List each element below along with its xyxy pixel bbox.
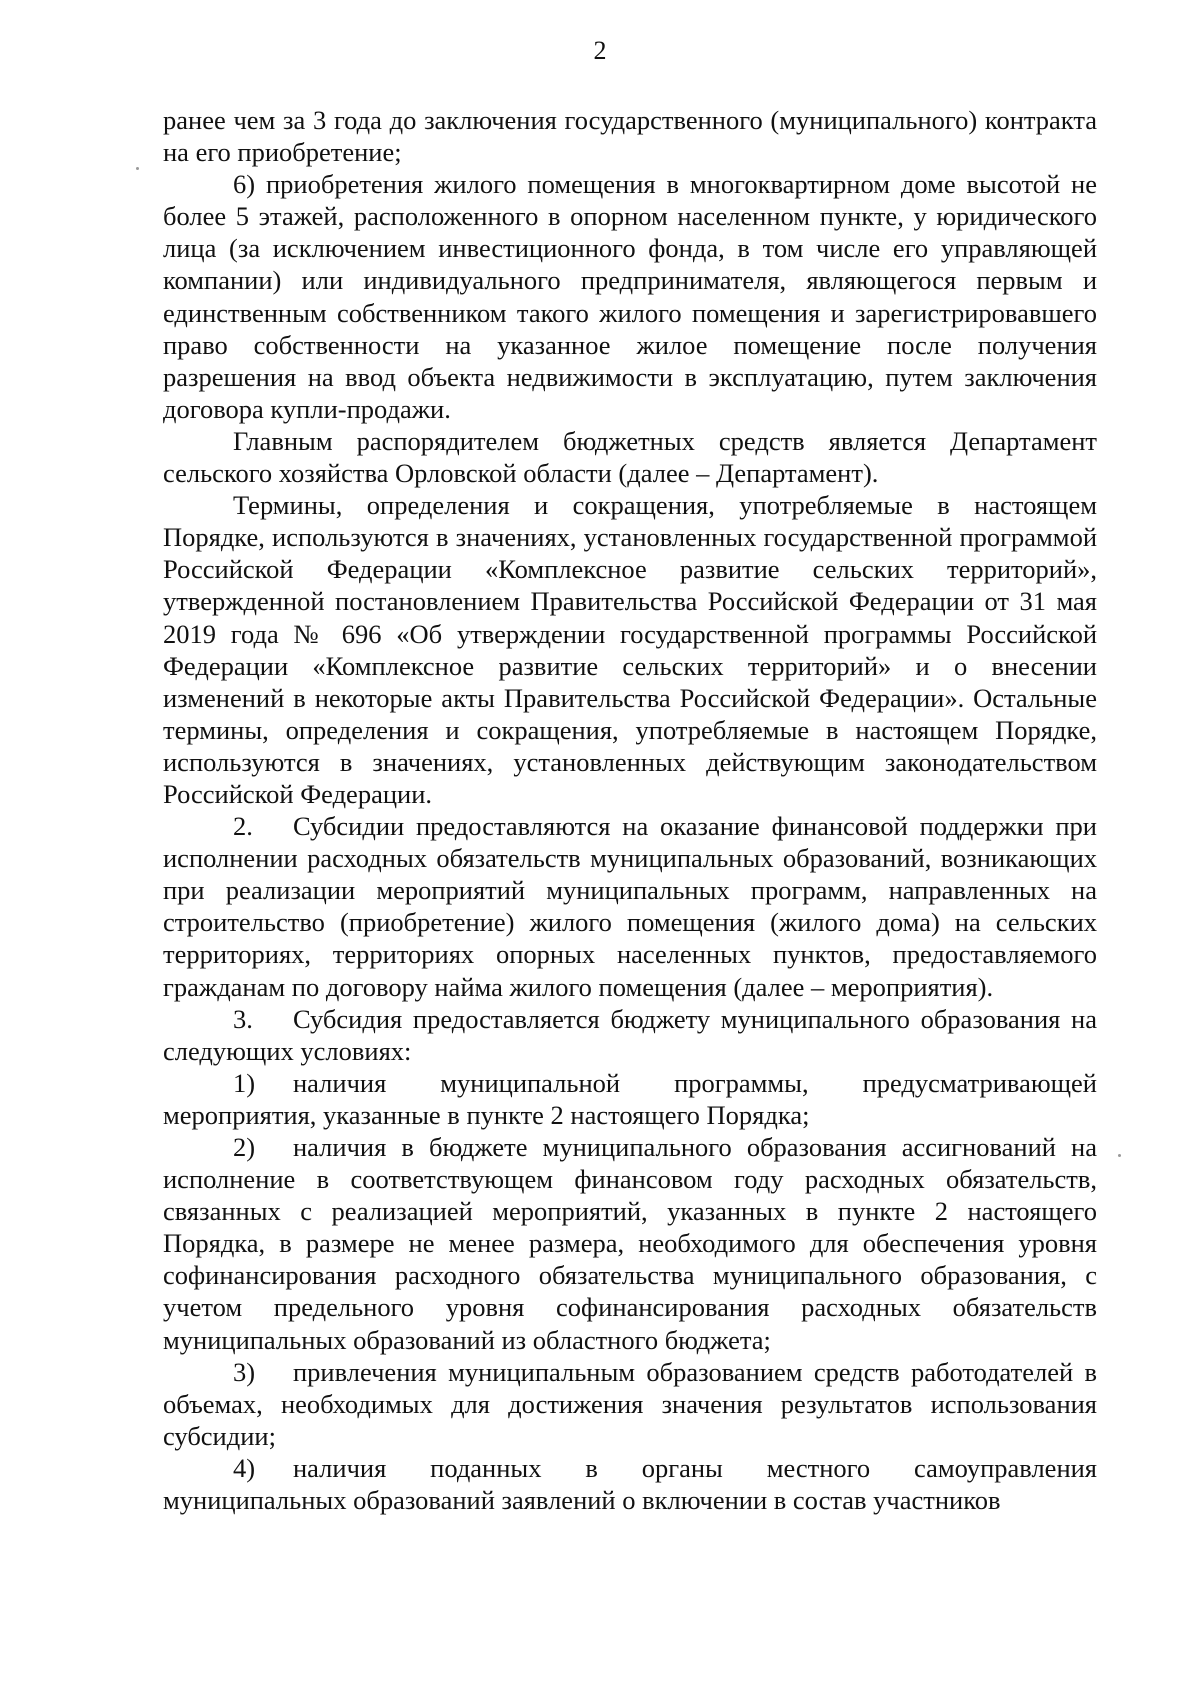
paragraph-text: наличия муниципальной программы, предусматривающей мероприятия, указанные в пункте 2 настоящего Порядка; xyxy=(163,1067,1097,1130)
paragraph-terms xyxy=(163,489,1097,810)
list-number: 3. xyxy=(233,1003,253,1034)
paragraph-item-2 xyxy=(163,810,1097,1003)
paragraph-condition-3 xyxy=(163,1356,1097,1452)
paragraph-continuation xyxy=(163,104,1097,168)
paragraph-text: привлечения муниципальным образованием средств работодателей в объемах, необходимых для достижения значения результатов использования субсидии; xyxy=(163,1356,1097,1451)
list-number: 1) xyxy=(233,1067,256,1098)
paragraph-item-3 xyxy=(163,1003,1097,1067)
scan-speck xyxy=(136,167,139,170)
paragraph-text: Термины, определения и сокращения, употребляемые в настоящем Порядке, используются в значениях, установленных государственной программой Российской Федерации «Комплексное развитие сельских территорий», утвержденной постановлением Правительства Российской Федерации от 31 мая 2019 года № 696 «Об утверждении государственной программы Российской Федерации «Комплексное развитие сельских территорий» и о внесении изменений в некоторые акты Правительства Российской Федерации». Остальные термины, определения и сокращения, употребляемые в настоящем Порядке, используются в значениях, установленных действующим законодательством Российской Федерации. xyxy=(163,490,1097,809)
paragraph-main-distributor xyxy=(163,425,1097,489)
list-number: 2. xyxy=(233,811,253,842)
page-number: 2 xyxy=(593,36,607,65)
paragraph-text: 6) приобретения жилого помещения в многоквартирном доме высотой не более 5 этажей, расположенного в опорном населенном пункте, у юридического лица (за исключением инвестиционного фонда, в том числе его управляющей компании) или индивидуального предпринимателя, являющегося первым и единственным собственником такого жилого помещения и зарегистрировавшего право собственности на указанное жилое помещение после получения разрешения на ввод объекта недвижимости в эксплуатацию, путем заключения договора купли-продажи. xyxy=(163,169,1097,424)
list-number: 4) xyxy=(233,1452,256,1483)
document-body xyxy=(163,104,1097,1516)
paragraph-text: Субсидия предоставляется бюджету муниципального образования на следующих условиях: xyxy=(163,1003,1097,1066)
paragraph-text: наличия поданных в органы местного самоуправления муниципальных образований заявлений о включении в состав участников xyxy=(163,1452,1097,1516)
paragraph-text: ранее чем за 3 года до заключения государственного (муниципального) контракта на его приобретение; xyxy=(163,105,1097,168)
scan-speck xyxy=(1118,1154,1121,1157)
paragraph-subitem-6 xyxy=(163,168,1097,425)
paragraph-text: наличия в бюджете муниципального образования ассигнований на исполнение в соответствующем финансовом году расходных обязательств, связанных с реализацией мероприятий, указанных в пункте 2 настоящего Порядка, в размере не менее размера, необходимого для обеспечения уровня софинансирования расходного обязательства муниципального образования, с учетом предельного уровня софинансирования расходных обязательств муниципальных образований из областного бюджета; xyxy=(163,1132,1097,1355)
paragraph-condition-2 xyxy=(163,1131,1097,1356)
list-number: 3) xyxy=(233,1356,256,1387)
list-number: 2) xyxy=(233,1132,256,1162)
paragraph-text: Главным распорядителем бюджетных средств является Департамент сельского хозяйства Орловской области (далее – Департамент). xyxy=(163,425,1097,489)
paragraph-condition-4 xyxy=(163,1452,1097,1516)
paragraph-text: Субсидии предоставляются на оказание финансовой поддержки при исполнении расходных обязательств муниципальных образований, возникающих при реализации мероприятий муниципальных программ, направленных на строительство (приобретение) жилого помещения (жилого дома) на сельских территориях, территориях опорных населенных пунктов, предоставляемого гражданам по договору найма жилого помещения (далее – мероприятия). xyxy=(163,811,1097,1002)
paragraph-condition-1 xyxy=(163,1067,1097,1131)
